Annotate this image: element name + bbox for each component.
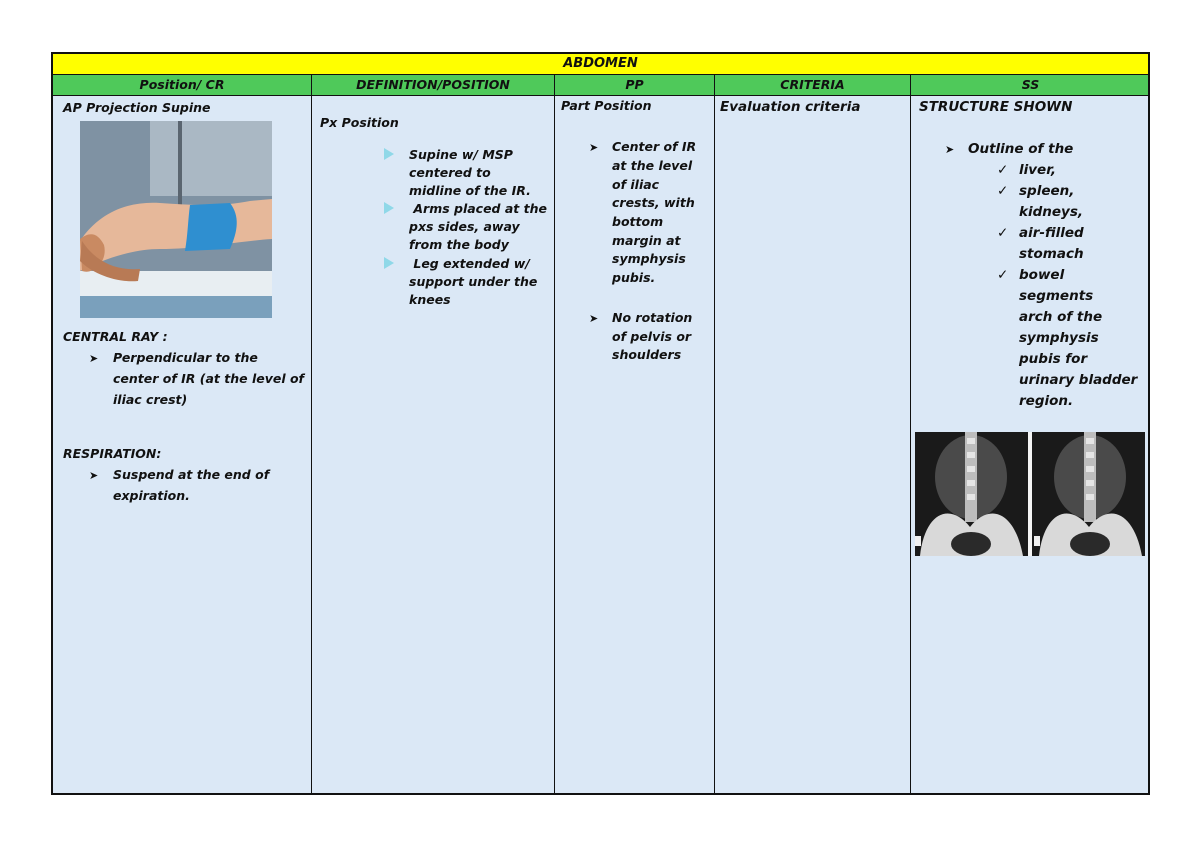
ss-item: spleen, bbox=[1019, 183, 1075, 199]
column-ss bbox=[911, 96, 1150, 793]
px-item-line: midline of the IR. bbox=[409, 183, 531, 198]
check-icon: ✓ bbox=[997, 225, 1009, 241]
pp-line: bottom bbox=[612, 214, 664, 229]
check-icon: ✓ bbox=[997, 162, 1009, 178]
ss-item: kidneys, bbox=[1019, 204, 1083, 220]
ss-item: region. bbox=[1019, 393, 1074, 409]
px-item-line: Supine w/ MSP bbox=[409, 147, 513, 162]
px-item-line: knees bbox=[409, 292, 451, 307]
ss-item: air-filled bbox=[1019, 225, 1084, 241]
pp-line: of iliac bbox=[612, 177, 660, 192]
pp-line: margin at bbox=[612, 233, 681, 248]
structure-shown-heading: STRUCTURE SHOWN bbox=[919, 99, 1073, 115]
px-item-line: Arms placed at the bbox=[409, 201, 547, 216]
abdomen-table bbox=[51, 52, 1150, 795]
header-position-cr: Position/ CR bbox=[139, 77, 225, 92]
pp-arrow: ➤ bbox=[589, 312, 599, 325]
header-definition-position: DEFINITION/POSITION bbox=[356, 77, 510, 92]
patient-supine-image bbox=[80, 121, 272, 318]
column-definition-position bbox=[312, 96, 554, 793]
header-row bbox=[53, 75, 1148, 96]
abdomen-xray-image bbox=[915, 432, 1145, 556]
pp-line: pubis. bbox=[612, 270, 656, 285]
column-criteria bbox=[715, 96, 910, 793]
central-ray-line: center of IR (at the level of bbox=[113, 371, 304, 386]
respiration-line: expiration. bbox=[113, 488, 190, 503]
respiration-label: RESPIRATION: bbox=[63, 446, 162, 461]
outline-label: Outline of the bbox=[968, 141, 1074, 157]
px-item-line: pxs sides, away bbox=[409, 219, 520, 234]
ss-item: symphysis bbox=[1019, 330, 1099, 346]
respiration-line: Suspend at the end of bbox=[113, 467, 270, 482]
pp-arrow: ➤ bbox=[589, 141, 599, 154]
central-ray-arrow: ➤ bbox=[89, 352, 99, 365]
header-ss: SS bbox=[1021, 77, 1040, 92]
outline-arrow: ➤ bbox=[945, 143, 955, 156]
pp-line: of pelvis or bbox=[612, 329, 692, 344]
patient-photo bbox=[80, 121, 272, 318]
central-ray-label: CENTRAL RAY : bbox=[63, 329, 168, 344]
evaluation-criteria-heading: Evaluation criteria bbox=[720, 99, 861, 115]
pp-line: symphysis bbox=[612, 251, 686, 266]
ss-item: arch of the bbox=[1019, 309, 1103, 325]
ss-item: stomach bbox=[1019, 246, 1084, 262]
central-ray-line: Perpendicular to the bbox=[113, 350, 258, 365]
part-position-heading: Part Position bbox=[561, 98, 652, 113]
pp-line: shoulders bbox=[612, 347, 682, 362]
px-item-line: centered to bbox=[409, 165, 491, 180]
xray-divider bbox=[1028, 432, 1032, 556]
check-icon: ✓ bbox=[997, 183, 1009, 199]
column-pp bbox=[555, 96, 714, 793]
column-position-cr bbox=[53, 96, 311, 793]
px-position-heading: Px Position bbox=[320, 115, 399, 130]
table-title: ABDOMEN bbox=[53, 54, 1148, 75]
ss-item: bowel bbox=[1019, 267, 1065, 283]
projection-heading: AP Projection Supine bbox=[63, 100, 211, 115]
bullet-icon bbox=[384, 256, 394, 274]
central-ray-line: iliac crest) bbox=[113, 392, 188, 407]
pp-line: crests, with bbox=[612, 195, 695, 210]
pp-line: Center of IR bbox=[612, 139, 697, 154]
px-item-line: Leg extended w/ bbox=[409, 256, 530, 271]
check-icon: ✓ bbox=[997, 267, 1009, 283]
px-item-line: from the body bbox=[409, 237, 509, 252]
ss-item: urinary bladder bbox=[1019, 372, 1138, 388]
px-item-line: support under the bbox=[409, 274, 538, 289]
pp-line: at the level bbox=[612, 158, 693, 173]
bullet-icon bbox=[384, 147, 394, 165]
ss-item: liver, bbox=[1019, 162, 1057, 178]
pp-line: No rotation bbox=[612, 310, 693, 325]
header-criteria: CRITERIA bbox=[780, 77, 845, 92]
bullet-icon bbox=[384, 201, 394, 219]
ss-item: pubis for bbox=[1019, 351, 1088, 367]
ss-item: segments bbox=[1019, 288, 1094, 304]
respiration-arrow: ➤ bbox=[89, 469, 99, 482]
header-pp: PP bbox=[625, 77, 644, 92]
